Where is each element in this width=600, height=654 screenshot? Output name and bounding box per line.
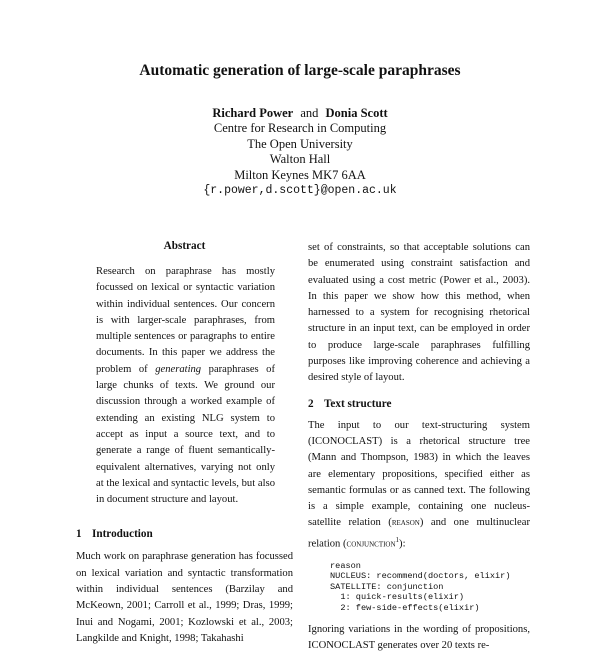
affiliation-line-1: Centre for Research in Computing <box>213 121 387 136</box>
author-block <box>0 106 600 198</box>
left-column <box>76 240 293 647</box>
abstract-emphasis: generating <box>155 363 202 375</box>
abstract-text-part-2: paraphrases of large chunks of texts. We ground our discussion through a worked example of extending an existing NLG system to accept as input a source text, and to generate a range of fluent semantically-equivalent alternatives, varying not only at the lexical and syntactic levels, but also in document structure and layout. <box>96 363 275 506</box>
paper-title: Automatic generation of large-scale paraphrases <box>139 62 461 79</box>
intro-paragraph: Much work on paraphrase generation has focussed on lexical variation and syntactic transformation within individual sentences (Barzilay and McKeown, 2001; Carroll et al., 1999; Dras, 1999; Inui and Nogami, 2001; Kozlowski et al., 2003; Langkilde and Knight, 1998; Takahashi <box>76 551 293 644</box>
code-line-1: reason <box>330 560 361 571</box>
author-2: Donia Scott <box>325 106 388 120</box>
section-1-title: Introduction <box>92 528 153 541</box>
section-2-paragraph-1 <box>308 418 530 553</box>
s2-text-a: The input to our text-structuring system (ICONOCLAST) is a rhetorical structure tree (Mann and Thompson, 1983) in which the leaves are elementary propositions, specified either as semantic formulas or as canned text. The following is a simple example, containing one nucleus-satellite relation ( <box>308 419 530 529</box>
abstract-heading: Abstract <box>163 240 206 252</box>
affiliation-line-4: Milton Keynes MK7 6AA <box>234 167 366 182</box>
abstract-text <box>96 264 275 508</box>
relation-conjunction: conjunction <box>346 538 396 550</box>
right-top-paragraph: set of constraints, so that acceptable solutions can be enumerated using constraint satisfaction and evaluated using a cost metric (Power et al., 2003). In this paper we show how this method, when harnessed to a system for recognising rhetorical structure in an input text, can be employed in order to produce large-scale paraphrases fulfilling purposes like improving coherence and achieving a desired style of layout. <box>308 242 530 384</box>
code-line-4: 1: quick-results(elixir) <box>330 592 465 603</box>
code-line-3: SATELLITE: conjunction <box>330 581 444 592</box>
section-2-heading <box>308 398 530 410</box>
relation-reason: reason <box>391 517 420 529</box>
section-2-title: Text structure <box>324 397 392 410</box>
author-conjunction: and <box>300 106 319 120</box>
section-1-heading <box>76 528 293 540</box>
s2-text-b: ) and one multinuclear relation ( <box>308 517 530 550</box>
author-1: Richard Power <box>212 106 294 120</box>
s2-text-c: ): <box>399 538 406 550</box>
footnote-marker: 1 <box>395 535 400 544</box>
section-1-number: 1 <box>76 528 82 541</box>
author-email: {r.power,d.scott}@open.ac.uk <box>203 184 397 198</box>
affiliation-line-3: Walton Hall <box>269 152 331 167</box>
abstract-text-part-1: Research on paraphrase has mostly focussed on lexical or syntactic variation within individual sentences. Our concern is with larger-scale paraphrases, from multiple sentences or paragraphs to entire documents. In this paper we address the problem of <box>96 266 275 375</box>
code-line-2: NUCLEUS: recommend(doctors, elixir) <box>330 571 511 582</box>
section-2-number: 2 <box>308 397 314 410</box>
right-column <box>308 240 530 654</box>
section-2-paragraph-2: Ignoring variations in the wording of propositions, ICONOCLAST generates over 20 texts re- <box>308 623 530 651</box>
author-names <box>0 106 600 121</box>
code-line-5: 2: few-side-effects(elixir) <box>330 602 480 613</box>
code-example <box>330 561 530 614</box>
affiliation-line-2: The Open University <box>247 136 353 151</box>
